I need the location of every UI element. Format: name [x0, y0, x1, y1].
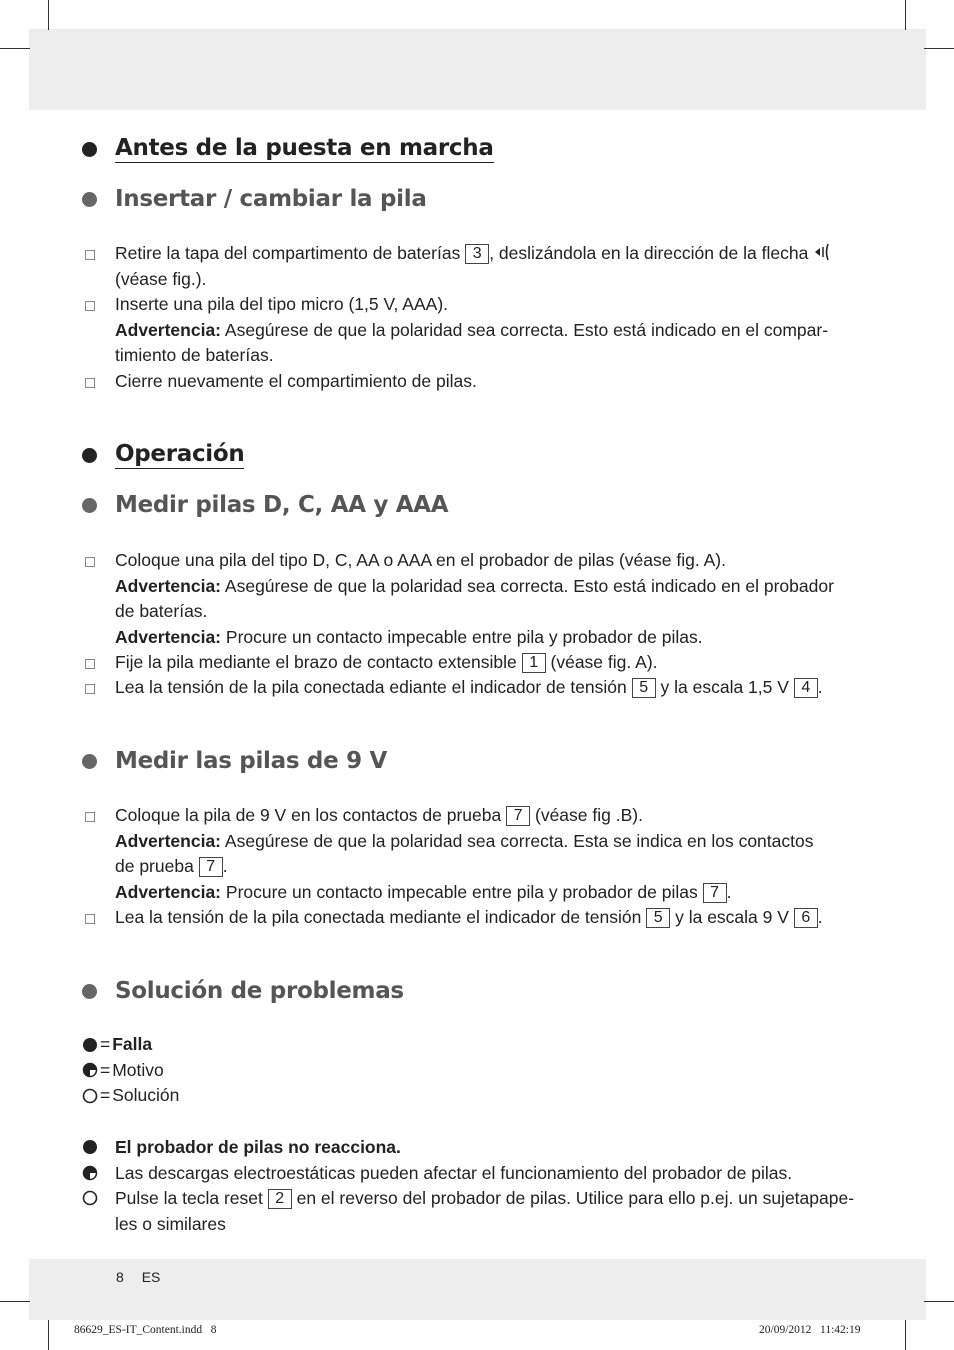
item-text: . [817, 677, 823, 697]
ref-number: 1 [522, 653, 546, 673]
list-item [82, 548, 882, 650]
page-footer [116, 1269, 160, 1285]
square-bullet-icon [85, 684, 95, 694]
problem-solution [82, 1186, 882, 1237]
warning-text: . [222, 856, 228, 877]
item-text: y la escala 1,5 V [660, 677, 789, 697]
bullet-icon [82, 192, 97, 207]
empty-circle-icon [82, 1190, 98, 1206]
item-text: (véase fig.). [115, 268, 207, 289]
square-bullet-icon [85, 378, 95, 388]
item-text: Fije la pila mediante el brazo de contacto extensible [115, 652, 517, 672]
solution-text: en el reverso del probador de pilas. Utilice para ello p.ej. un sujetapape- [296, 1188, 855, 1209]
heading-troubleshooting [82, 978, 404, 1004]
half-circle-icon [82, 1062, 98, 1078]
item-text: Coloque una pila del tipo D, C, AA o AAA en el probador de pilas (véase fig. A). [115, 550, 726, 570]
warning-label: Advertencia: [115, 575, 222, 596]
warning-label: Advertencia: [115, 626, 222, 647]
warning-text: Asegúrese de que la polaridad sea correcta. Esto está indicado en el probador [224, 575, 834, 596]
heading-insert-battery [82, 186, 427, 212]
file-slug: 86629_ES-IT_Content.indd 8 [74, 1324, 217, 1336]
legend-label: Motivo [112, 1059, 164, 1080]
list-item [82, 650, 882, 676]
legend-solution [82, 1083, 179, 1109]
filled-circle-icon [82, 1139, 98, 1155]
warning-text: de prueba [115, 856, 194, 877]
heading-text: Solución de problemas [115, 978, 404, 1004]
crop-mark [48, 0, 49, 30]
item-text: Inserte una pila del tipo micro (1,5 V, AAA). [115, 294, 449, 314]
solution-text: les o similares [115, 1213, 226, 1234]
square-bullet-icon [85, 301, 95, 311]
heading-measure-9v [82, 748, 387, 774]
fault-text: El probador de pilas no reacciona. [115, 1137, 401, 1157]
heading-text: Insertar / cambiar la pila [115, 186, 427, 212]
item-text: , deslizándola en la dirección de la flecha [489, 243, 809, 263]
heading-measure-dcaa [82, 492, 448, 518]
list-item [82, 803, 882, 905]
ref-number: 2 [268, 1189, 292, 1209]
ref-number: 6 [794, 908, 818, 928]
equals-sign: = [100, 1085, 111, 1106]
item-text: y la escala 9 V [675, 907, 789, 927]
problem-fault [82, 1135, 882, 1161]
warning-label: Advertencia: [115, 319, 222, 340]
language-code: ES [141, 1269, 161, 1285]
bullet-icon [82, 984, 97, 999]
heading-before-use [82, 135, 494, 163]
square-bullet-icon [85, 250, 95, 260]
list-item [82, 292, 882, 369]
heading-text: Antes de la puesta en marcha [115, 135, 494, 161]
bullet-icon [82, 498, 97, 513]
item-text: Cierre nuevamente el compartimiento de pilas. [115, 371, 477, 391]
bullet-icon [82, 448, 97, 463]
legend-fault [82, 1032, 179, 1058]
legend [82, 1032, 179, 1109]
heading-text: Operación [115, 441, 245, 467]
heading-text: Medir pilas D, C, AA y AAA [115, 492, 449, 518]
list-item [82, 369, 882, 395]
solution-text: Pulse la tecla reset [115, 1188, 263, 1209]
item-text: Coloque la pila de 9 V en los contactos de prueba [115, 805, 502, 825]
ref-number: 4 [794, 678, 818, 698]
ref-number: 3 [465, 244, 489, 264]
list-item [82, 675, 882, 701]
crop-mark [0, 1301, 30, 1302]
half-circle-icon [82, 1165, 98, 1181]
warning-text: Asegúrese de que la polaridad sea correcta. Esto está indicado en el compar- [224, 319, 829, 340]
crop-mark [48, 1320, 49, 1350]
cause-text: Las descargas electroestáticas pueden afectar el funcionamiento del probador de pilas. [115, 1162, 793, 1183]
footer-band [29, 1259, 926, 1320]
square-bullet-icon [85, 812, 95, 822]
warning-text: de baterías. [115, 601, 208, 622]
warning-label: Advertencia: [115, 830, 222, 851]
item-text: . [817, 907, 823, 927]
ref-number: 5 [632, 678, 656, 698]
heading-text: Medir las pilas de 9 V [115, 748, 388, 774]
warning-text: Procure un contacto impecable entre pila y probador de pilas. [225, 626, 703, 647]
warning-label: Advertencia: [115, 881, 222, 902]
problem-cause [82, 1161, 882, 1187]
ref-number: 7 [199, 857, 223, 877]
item-text: Lea la tensión de la pila conectada mediante el indicador de tensión [115, 907, 642, 927]
page-number: 8 [116, 1269, 124, 1285]
crop-mark [905, 0, 906, 30]
crop-mark [924, 48, 954, 49]
legend-label: Solución [112, 1085, 180, 1106]
crop-mark [905, 1320, 906, 1350]
crop-mark [0, 48, 30, 49]
item-text: (véase fig .B). [535, 805, 643, 825]
legend-label: Falla [112, 1034, 153, 1054]
ref-number: 7 [506, 806, 530, 826]
ref-number: 7 [703, 883, 727, 903]
list-item [82, 905, 882, 931]
header-band [29, 29, 926, 110]
warning-text: timiento de baterías. [115, 345, 274, 366]
legend-cause [82, 1058, 179, 1084]
warning-text: . [726, 881, 732, 902]
bullet-icon [82, 754, 97, 769]
print-datetime: 20/09/2012 11:42:19 [759, 1324, 861, 1336]
ref-number: 5 [646, 908, 670, 928]
equals-sign: = [100, 1034, 111, 1054]
list-item [82, 241, 882, 292]
item-text: (véase fig. A). [550, 652, 658, 672]
filled-circle-icon [82, 1037, 98, 1053]
crop-mark [924, 1301, 954, 1302]
empty-circle-icon [82, 1088, 98, 1104]
warning-text: Procure un contacto impecable entre pila y probador de pilas [225, 881, 698, 902]
problem-block [82, 1135, 882, 1237]
heading-operation [82, 441, 244, 469]
square-bullet-icon [85, 914, 95, 924]
item-text: Retire la tapa del compartimento de baterías [115, 243, 461, 263]
square-bullet-icon [85, 659, 95, 669]
item-text: Lea la tensión de la pila conectada ediante el indicador de tensión [115, 677, 627, 697]
warning-text: Asegúrese de que la polaridad sea correcta. Esta se indica en los contactos [224, 830, 814, 851]
equals-sign: = [100, 1059, 111, 1080]
square-bullet-icon [85, 557, 95, 567]
bullet-icon [82, 142, 97, 157]
arrow-icon [813, 242, 831, 262]
